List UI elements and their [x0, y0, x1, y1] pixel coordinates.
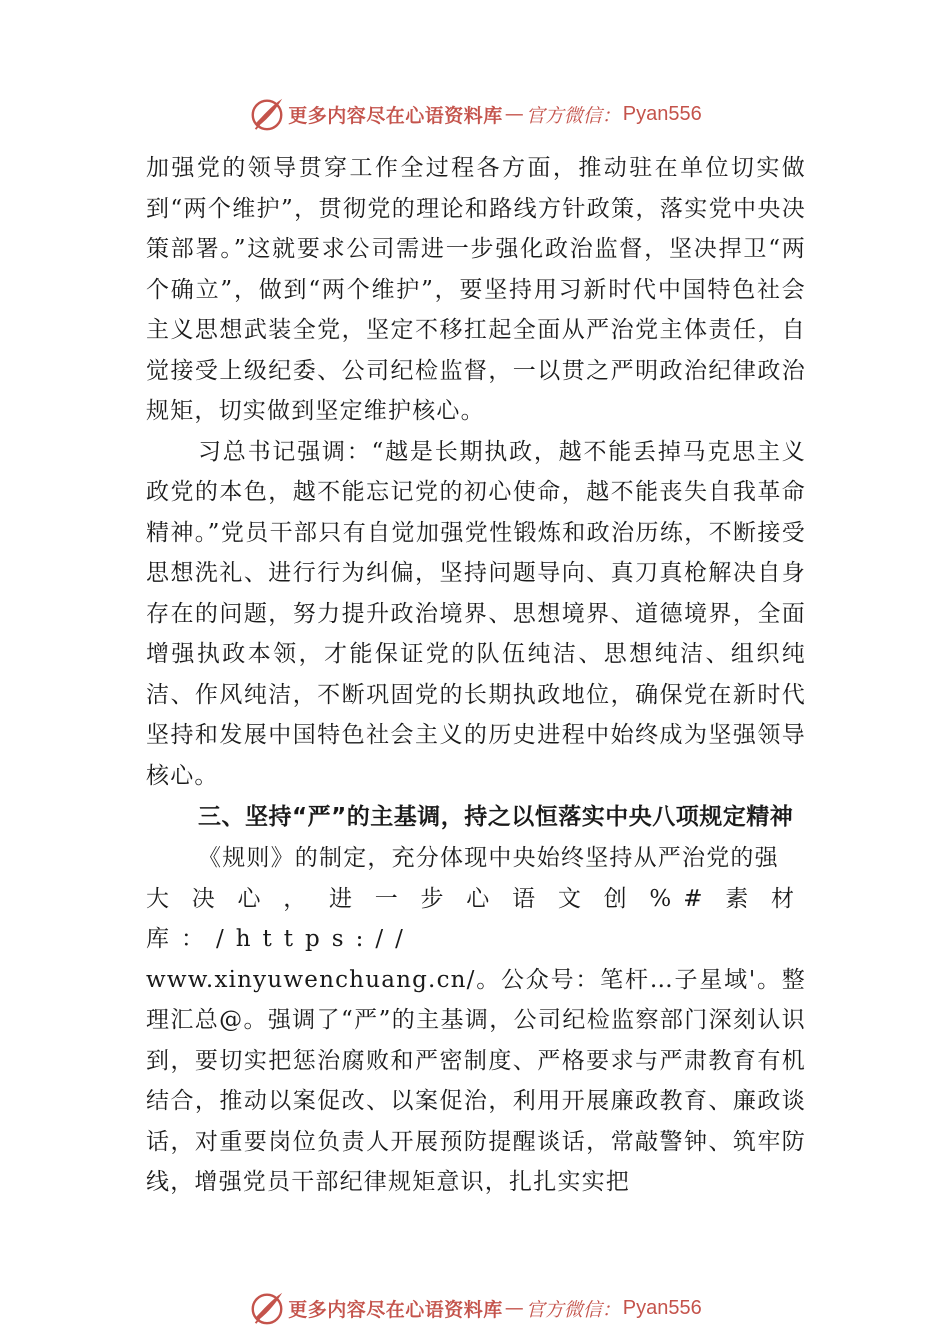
banner-brand: 更多内容尽在心语资料库: [288, 1298, 503, 1321]
document-body: [146, 148, 806, 1203]
paragraph-3-rest: www.xinyuwenchuang.cn/。公众号：笔杆…子星域'。整理汇总@。强调了“严”的主基调，公司纪检监察部门深刻认识到，要切实把惩治腐败和严密制度、严格要求与严肃教育有机结合，推动以案促改、以案促治，利用开展廉政教育、廉政谈话，对重要岗位负责人开展预防提醒谈话，常敲警钟、筑牢防线，增强党员干部纪律规矩意识，扎扎实实把: [146, 966, 806, 1195]
quill-pen-logo-icon: [248, 95, 286, 133]
paragraph-2: 习总书记强调：“越是长期执政，越不能丢掉马克思主义政党的本色，越不能忘记党的初心使命，越不能丧失自我革命精神。”党员干部只有自觉加强党性锻炼和政治历练，不断接受思想洗礼、进行行为纠偏，坚持问题导向、真刀真枪解决自身存在的问题，努力提升政治境界、思想境界、道德境界，全面增强执政本领，才能保证党的队伍纯洁、思想纯洁、组织纯洁、作风纯洁，不断巩固党的长期执政地位，确保党在新时代坚持和发展中国特色社会主义的历史进程中始终成为坚强领导核心。: [146, 438, 806, 789]
paragraph-1: 加强党的领导贯穿工作全过程各方面，推动驻在单位切实做到“两个维护”，贯彻党的理论和路线方针政策，落实党中央决策部署。”这就要求公司需进一步强化政治监督，坚决捍卫“两个确立”，做到“两个维护”，要坚持用习新时代中国特色社会主义思想武装全党，坚定不移扛起全面从严治党主体责任，自觉接受上级纪委、公司纪检监督，一以贯之严明政治纪律政治规矩，切实做到坚定维护核心。: [146, 155, 806, 424]
paragraph-3-line-2: 大决心，进一步心语文创%#素材库：/https://: [146, 885, 806, 952]
footer-banner: [0, 1288, 950, 1328]
banner-label: 官方微信：: [525, 104, 621, 127]
paragraph-3-line-1: 《规则》的制定，充分体现中央始终坚持从严治党的强: [198, 845, 779, 871]
banner-wechat-id: Pyan556: [622, 1296, 702, 1319]
banner-brand: 更多内容尽在心语资料库: [288, 104, 503, 127]
banner-wechat-id: Pyan556: [622, 102, 702, 125]
quill-pen-logo-icon: [248, 1289, 286, 1327]
banner-separator: —: [504, 103, 524, 125]
banner-label: 官方微信：: [525, 1298, 621, 1321]
section-heading-3: 三、坚持“严”的主基调，持之以恒落实中央八项规定精神: [198, 804, 794, 830]
banner-separator: —: [504, 1297, 524, 1319]
header-banner: [0, 94, 950, 134]
